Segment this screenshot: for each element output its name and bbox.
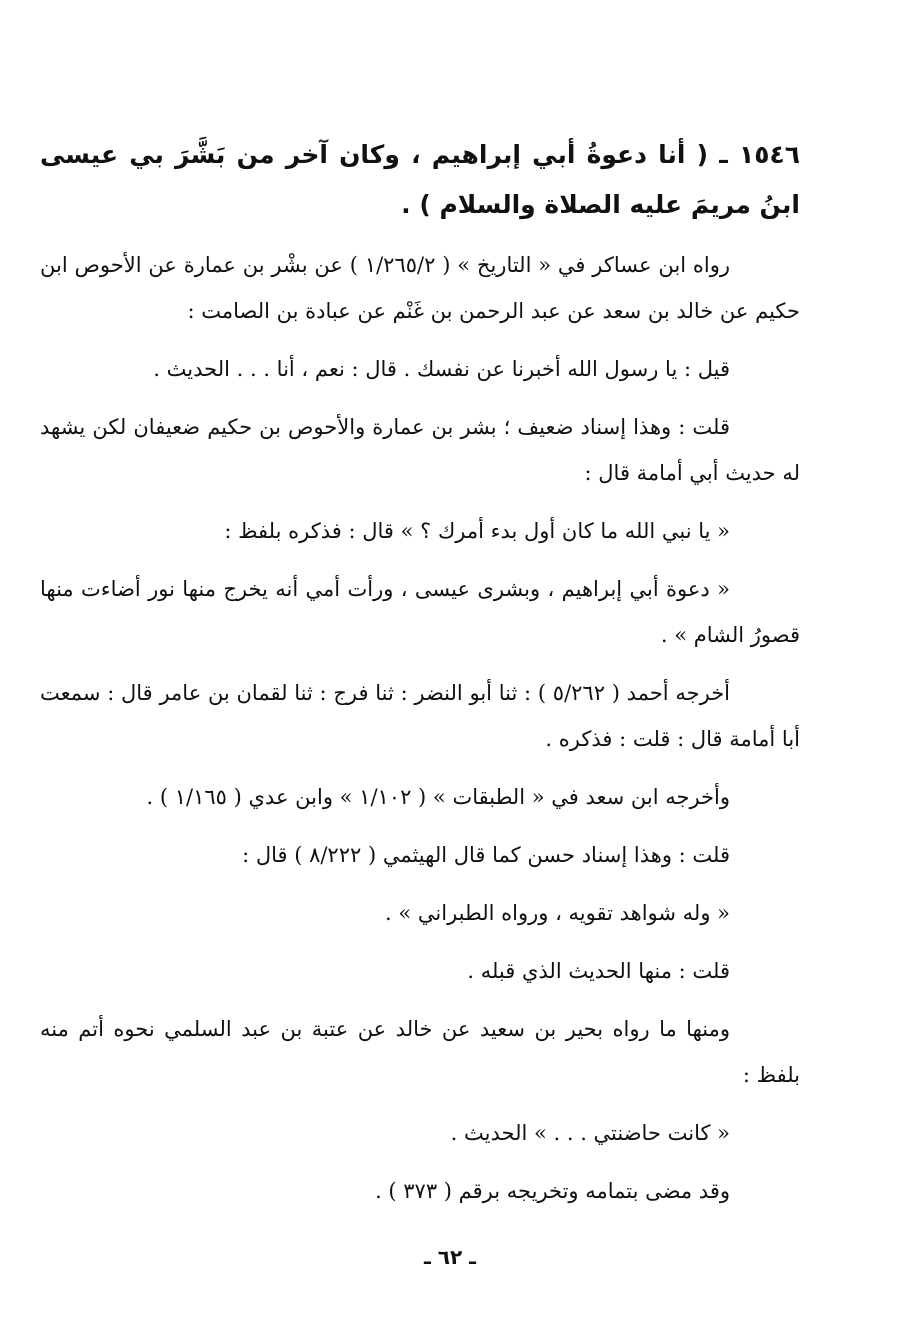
paragraph-qila: قيل : يا رسول الله أخبرنا عن نفسك . قال : نعم ، أنا . . . الحديث . xyxy=(153,357,730,381)
paragraph-isnad-hasan: قلت : وهذا إسناد حسن كما قال الهيثمي ( ٨/٢٢٢ ) قال : xyxy=(242,843,730,867)
paragraph-hadinati: « كانت حاضنتي . . . » الحديث . xyxy=(450,1121,730,1145)
paragraph-mada: وقد مضى بتمامه وتخريجه برقم ( ٣٧٣ ) . xyxy=(375,1179,730,1203)
paragraph-ya-nabi: « يا نبي الله ما كان أول بدء أمرك ؟ » قال : فذكره بلفظ : xyxy=(224,519,730,543)
paragraph-minha: قلت : منها الحديث الذي قبله . xyxy=(467,959,730,983)
paragraph-isnad-daif: قلت : وهذا إسناد ضعيف ؛ بشر بن عمارة والأحوص بن حكيم ضعيفان لكن يشهد له حديث أبي أمامة قال : xyxy=(40,415,800,485)
paragraph-dawat-ibrahim: « دعوة أبي إبراهيم ، وبشرى عيسى ، ورأت أمي أنه يخرج منها نور أضاءت منها قصورُ الشام » . xyxy=(40,577,800,647)
paragraph-shawahid: « وله شواهد تقويه ، ورواه الطبراني » . xyxy=(385,901,730,925)
paragraph-akhrajahu-ahmad: أخرجه أحمد ( ٥/٢٦٢ ) : ثنا أبو النضر : ثنا فرج : ثنا لقمان بن عامر قال : سمعت أبا أمامة قال : قلت : فذكره . xyxy=(40,681,800,751)
paragraph-riwayah: رواه ابن عساكر في « التاريخ » ( ١/٢٦٥/٢ ) عن بشْر بن عمارة عن الأحوص ابن حكيم عن خالد بن سعد عن عبد الرحمن بن غَنْم عن عبادة بن الصامت : xyxy=(40,253,800,323)
paragraph-ibn-saad: وأخرجه ابن سعد في « الطبقات » ( ١/١٠٢ » وابن عدي ( ١/١٦٥ ) . xyxy=(146,785,730,809)
page-number: ـ ٦٢ ـ xyxy=(423,1245,477,1269)
paragraph-bahir: ومنها ما رواه بحير بن سعيد عن خالد عن عتبة بن عبد السلمي نحوه أتم منه بلفظ : xyxy=(40,1017,800,1087)
page-body xyxy=(40,130,800,1226)
hadith-heading: ١٥٤٦ ـ ( أنا دعوةُ أبي إبراهيم ، وكان آخر من بَشَّرَ بي عيسى ابنُ مريمَ عليه الصلاة والسلام ) . xyxy=(40,140,800,219)
